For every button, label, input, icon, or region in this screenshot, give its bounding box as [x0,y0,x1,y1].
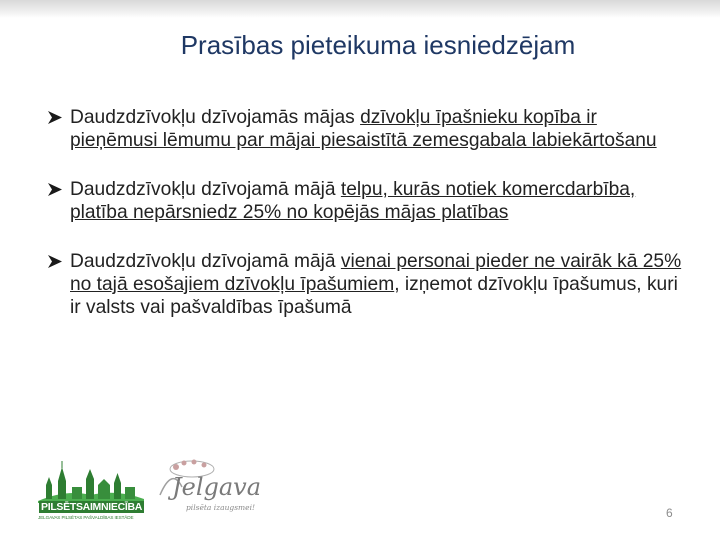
requirement-text: , izņemot dzīvokļu īpašumus, kuri ir valsts vai pašvaldības īpašumā [70,274,678,318]
arrow-bullet-icon [48,255,62,268]
footer-logos [36,455,281,525]
requirement-text: Daudzdzīvokļu dzīvojamā mājā [70,251,341,272]
page-number: 6 [666,506,673,520]
requirement-text-underlined: dzīvokļu īpašnieku kopība ir pieņēmusi lēmumu par mājai piesaistītā zemesgabala labiekārtošanu [70,107,657,151]
jelgava-logo [152,457,282,523]
requirement-item [48,106,688,152]
requirement-text: Daudzdzīvokļu dzīvojamās mājas [70,107,361,128]
requirement-text-underlined: telpu, kurās notiek komercdarbība, platība nepārsniedz 25% no kopējās mājas platības [70,179,636,223]
pilsetsaimnieciba-logo [36,455,146,525]
arrow-bullet-icon [48,111,62,124]
top-gradient-band [0,0,720,18]
jelgava-logo-name: Jelgava [172,473,262,501]
requirement-text: Daudzdzīvokļu dzīvojamā mājā [70,179,341,200]
jelgava-logo-tagline: pilsēta izaugsmei! [186,503,256,512]
pilsetsaimnieciba-logo-subtitle: JELGAVAS PILSĒTAS PAŠVALDĪBAS IESTĀDE [38,515,134,520]
arrow-bullet-icon [48,183,62,196]
slide-title: Prasības pieteikuma iesniedzējam [180,30,576,60]
city-skyline-icon [36,455,146,503]
requirement-text-underlined: vienai personai pieder ne vairāk kā 25% no tajā esošajiem dzīvokļu īpašumiem [70,251,682,295]
requirement-item [48,250,688,319]
pilsetsaimnieciba-logo-name: PILSĒTSAIMNIECĪBA [41,501,143,513]
requirement-item [48,178,688,224]
requirements-list [48,106,688,345]
